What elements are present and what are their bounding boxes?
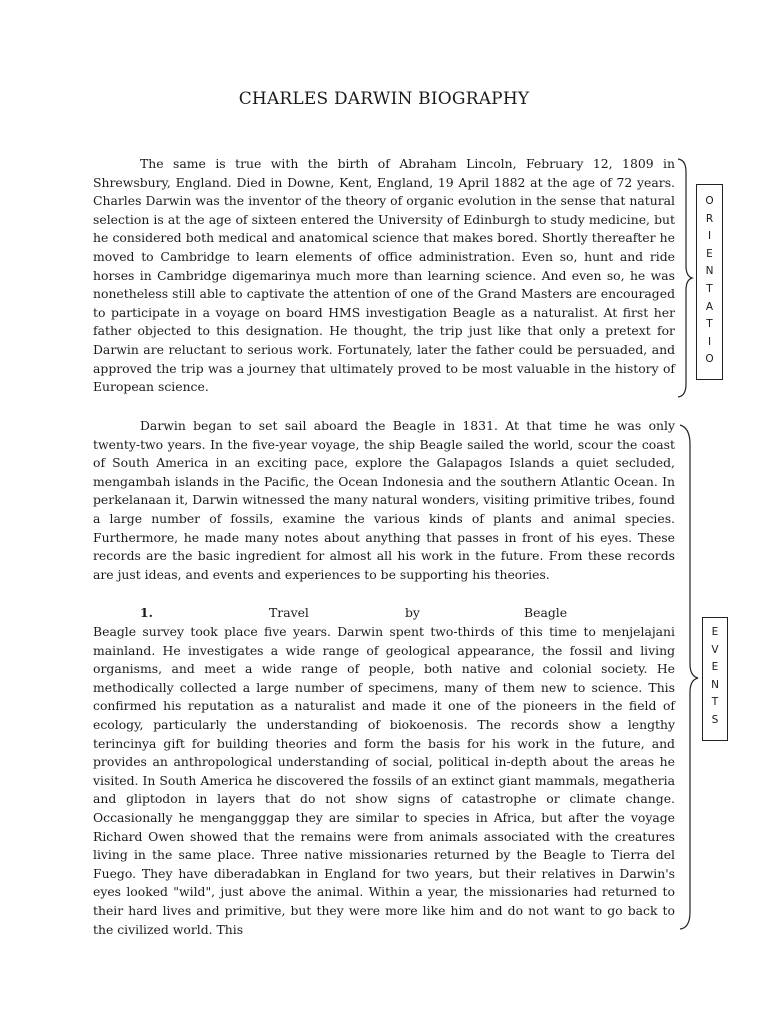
events-bracket — [678, 424, 702, 930]
orientation-letter: T — [706, 318, 713, 331]
orientation-letter: E — [706, 247, 713, 260]
section-body: Beagle survey took place five years. Darwin spent two-thirds of this time to menjelajani mainland. He investigates a wide range of geological appearance, the fossil and living organisms, and meet a wide range of people, both native and colonial society. He methodically collected a large number of specimens, many of them new to science. This confirmed his reputation as a naturalist and made it one of the pioneers in the field of ecology, particularly the understanding of biokoenosis. The records show a lengthy terincinya gift for building theories and form the basis for his work in the future, and provides an anthropological understanding of social, political in-depth about the areas he visited. In South America he discovered the fossils of an extinct giant mammals, megatheria and gliptodon in layers that do not show signs of catastrophe or climate change. Occasionally he mengangggap they are similar to species in Africa, but after the voyage Richard Owen showed that the remains were from animals associated with the creatures living in the same place. Three native missionaries returned by the Beagle to Tierra del Fuego. They have diberadabkan in England for two years, but their relatives in Darwin's eyes looked "wild", just above the animal. Within a year, the missionaries had returned to their hard lives and primitive, but they were more like him and do not want to go back to the civilized world. This — [93, 624, 675, 937]
orientation-label-box — [696, 184, 723, 380]
events-label-box — [702, 617, 728, 741]
orientation-letter: I — [707, 335, 712, 348]
orientation-letter: A — [705, 300, 714, 313]
events-letter: T — [711, 696, 719, 709]
paragraph-orientation: The same is true with the birth of Abraham Lincoln, February 12, 1809 in Shrewsbury, England. Died in Downe, Kent, England, 19 April 1882 at the age of 72 years. Charles Darwin was the inventor of the theory of organic evolution in the sense that natural selection is at the age of sixteen entered the University of Edinburgh to study medicine, but he considered both medical and anatomical science that makes bored. Shortly thereafter he moved to Cambridge to learn elements of office administration. Even so, hunt and ride horses in Cambridge digemarinya much more than learning science. And even so, he was nonetheless still able to captivate the attention of one of the Grand Masters are encouraged to participate in a voyage on board HMS investigation Beagle as a naturalist. At first her father objected to this designation. He thought, the trip just like that only a pretext for Darwin are reluctant to serious work. Fortunately, later the father could be persuaded, and approved the trip was a journey that ultimately proved to be most valuable in the history of European science. — [93, 156, 675, 395]
orientation-letter: N — [705, 265, 714, 278]
orientation-letter: T — [706, 282, 713, 295]
section-heading — [93, 603, 675, 622]
orientation-letter: R — [705, 212, 714, 225]
paragraph-voyage: Darwin began to set sail aboard the Beagle in 1831. At that time he was only twenty-two years. In the five-year voyage, the ship Beagle sailed the world, scour the coast of South America in an exciting pace, explore the Galapagos Islands a quiet secluded, mengambah islands in the Pacific, the Ocean Indonesia and the southern Atlantic Ocean. In perkelanaan it, Darwin witnessed the many natural wonders, visiting primitive tribes, found a large number of fossils, examine the various kinds of plants and animal species. Furthermore, he made many notes about anything that passes in front of his eyes. These records are the basic ingredient for almost all his work in the future. From these records are just ideas, and events and experiences to be supporting his theories. — [93, 418, 675, 582]
section-title-word: Beagle — [524, 605, 568, 620]
events-letter: S — [711, 713, 719, 726]
events-letter: V — [711, 643, 719, 656]
section-title-word: by — [405, 605, 420, 620]
orientation-letter: O — [705, 353, 714, 366]
events-letter: E — [711, 626, 719, 638]
section-number: 1. — [140, 605, 153, 620]
events-letter: E — [711, 661, 719, 674]
orientation-bracket — [676, 158, 694, 398]
document-title: CHARLES DARWIN BIOGRAPHY — [238, 89, 530, 109]
events-letter: N — [711, 678, 719, 691]
section-title-word: Travel — [269, 605, 309, 620]
orientation-letter: O — [705, 195, 714, 207]
orientation-letter: I — [707, 230, 712, 243]
